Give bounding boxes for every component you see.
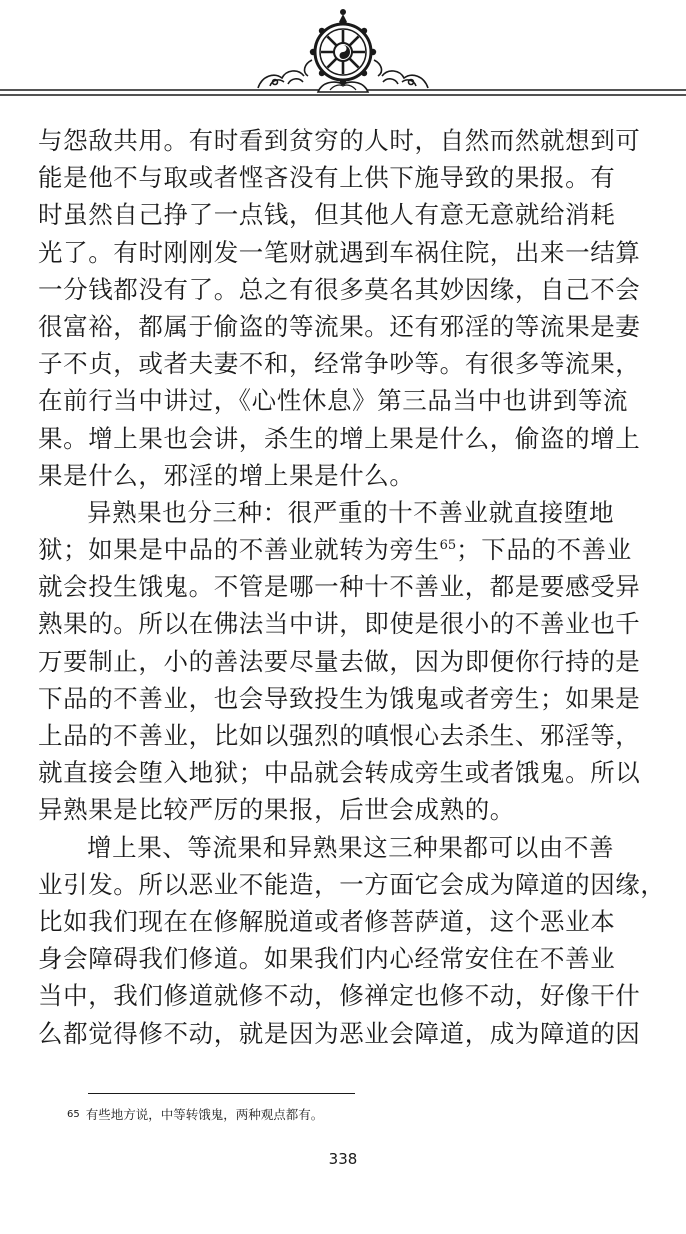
footnote-divider	[88, 1093, 355, 1094]
text-line: 时虽然自己挣了一点钱，但其他人有意无意就给消耗	[38, 200, 616, 230]
text-line: 一分钱都没有了。总之有很多莫名其妙因缘，自己不会	[38, 274, 641, 304]
footnote-reference[interactable]: 65	[439, 537, 457, 553]
paragraph-start-line: 异熟果也分三种：很严重的十不善业就直接堕地	[87, 497, 615, 527]
body-text	[38, 122, 666, 1052]
text-segment: ；下品的不善业	[456, 535, 632, 565]
text-line: 么都觉得修不动，就是因为恶业会障道，成为障道的因	[38, 1018, 641, 1048]
text-line: 上品的不善业，比如以强烈的嗔恨心去杀生、邪淫等，	[38, 721, 641, 750]
text-line: 当中，我们修道就修不动，修禅定也修不动，好像干什	[38, 981, 641, 1011]
text-line: 就直接会堕入地狱；中品就会转成旁生或者饿鬼。所以	[38, 758, 641, 788]
text-line: 异熟果是比较严厉的果报，后世会成熟的。	[38, 795, 515, 825]
text-line: 很富裕，都属于偷盗的等流果。还有邪淫的等流果是妻	[38, 311, 641, 341]
text-line: 业引发。所以恶业不能造，一方面它会成为障道的因缘，	[38, 869, 666, 899]
text-line: 身会障碍我们修道。如果我们内心经常安住在不善业	[38, 944, 616, 974]
text-line-with-footnote	[38, 531, 658, 568]
footnote-number: 65	[67, 1109, 80, 1120]
page-number: 338	[328, 1150, 358, 1168]
cloud-ornament-icon	[382, 71, 428, 88]
text-line: 与怨敌共用。有时看到贫穷的人时，自然而然就想到可	[38, 126, 641, 155]
text-line: 能是他不与取或者悭吝没有上供下施导致的果报。有	[38, 163, 616, 193]
text-segment: 狱；如果是中品的不善业就转为旁生	[38, 535, 440, 565]
footnote-text: 有些地方说，中等转饿鬼，两种观点都有。	[85, 1107, 324, 1122]
text-line: 比如我们现在在修解脱道或者修菩萨道，这个恶业本	[38, 906, 616, 936]
text-line: 果是什么，邪淫的增上果是什么。	[38, 460, 415, 490]
header-ornament	[0, 0, 686, 110]
paragraph-start-line: 增上果、等流果和异熟果这三种果都可以由不善	[87, 832, 615, 862]
page-header	[0, 0, 686, 110]
text-line: 万要制止，小的善法要尽量去做，因为即便你行持的是	[38, 646, 641, 676]
text-line: 子不贞，或者夫妻不和，经常争吵等。有很多等流果，	[38, 349, 641, 379]
text-line: 熟果的。所以在佛法当中讲，即使是很小的不善业也千	[38, 609, 641, 639]
text-line: 果。增上果也会讲，杀生的增上果是什么，偷盗的增上	[38, 423, 641, 453]
text-line: 光了。有时刚刚发一笔财就遇到车祸住院，出来一结算	[38, 237, 641, 267]
footnote	[67, 1106, 323, 1124]
text-line: 在前行当中讲过，《心性休息》第三品当中也讲到等流	[38, 386, 629, 416]
cloud-ornament-icon	[258, 71, 304, 88]
text-line: 下品的不善业，也会导致投生为饿鬼或者旁生；如果是	[38, 683, 641, 713]
dharma-wheel-icon	[305, 9, 382, 92]
text-line: 就会投生饿鬼。不管是哪一种十不善业，都是要感受异	[38, 572, 641, 602]
